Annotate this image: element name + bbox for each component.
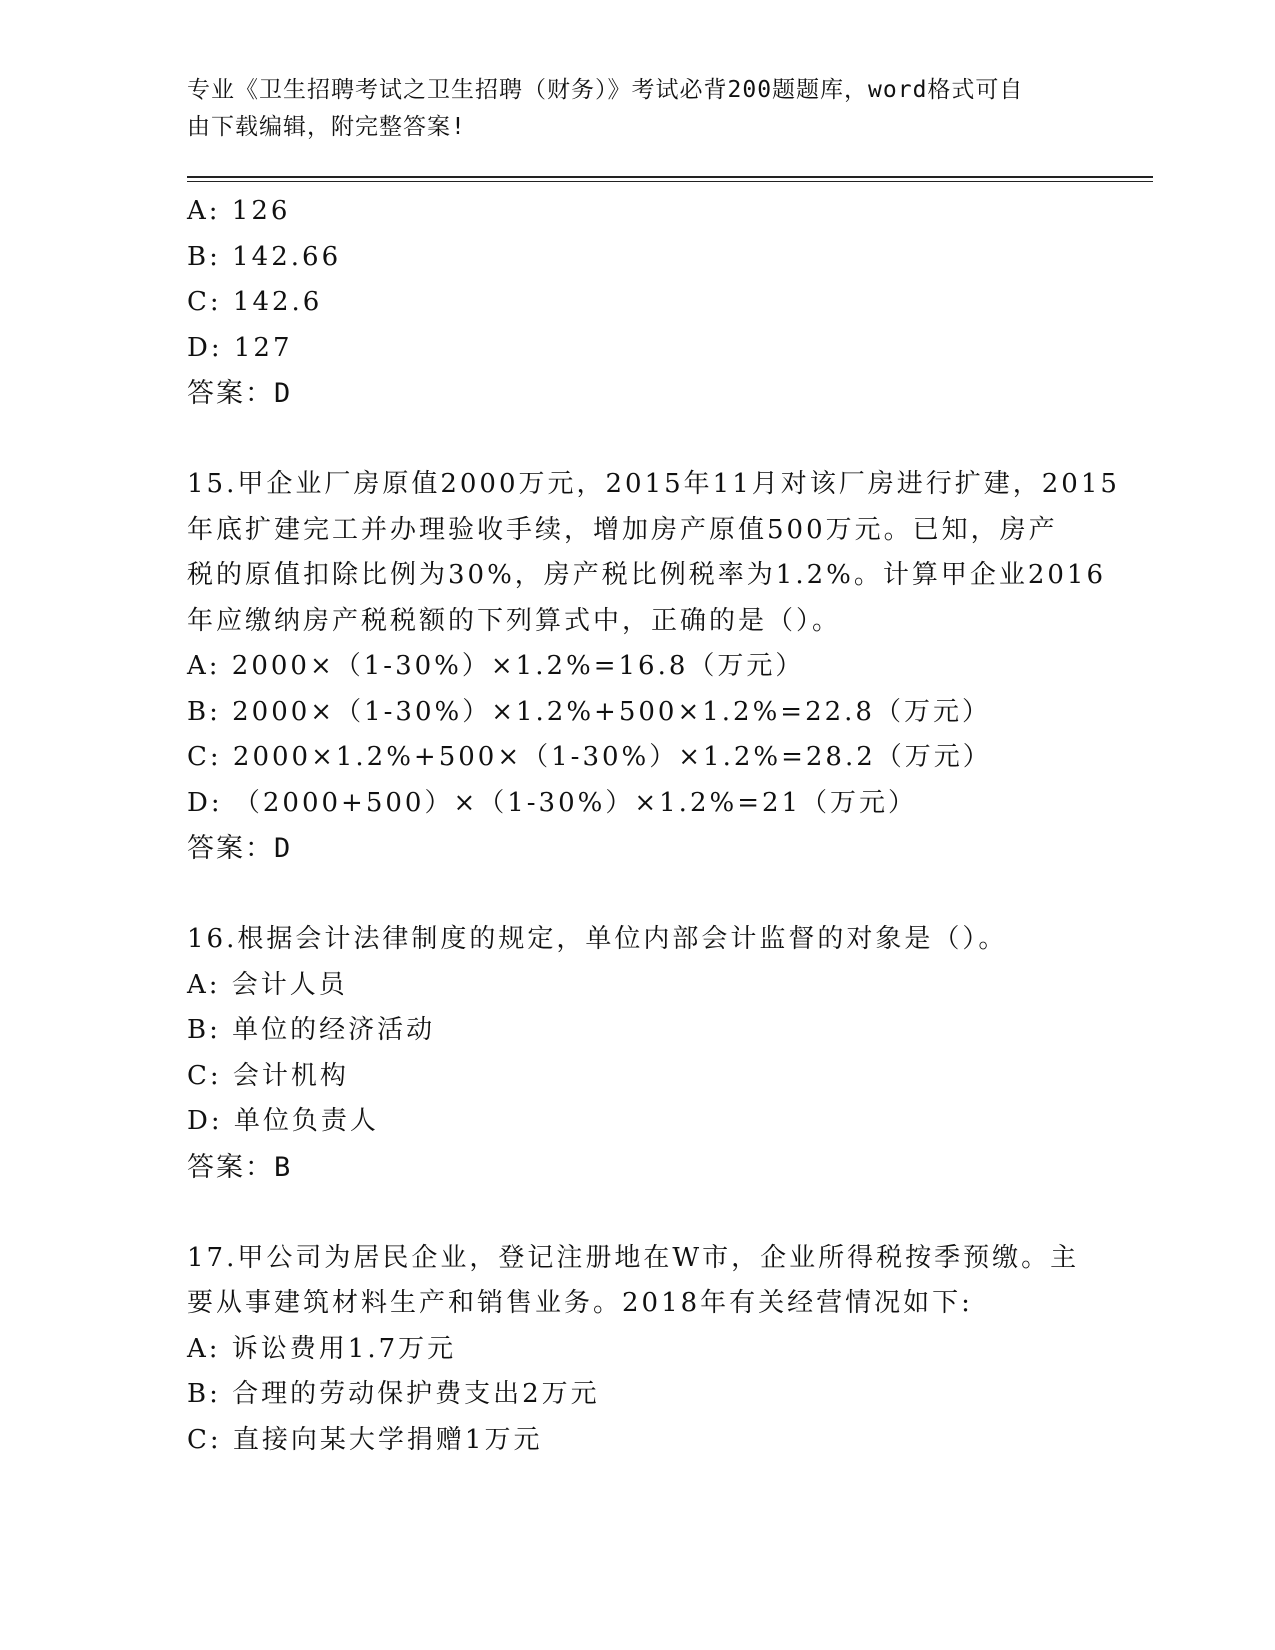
option-c: C: 142.6 [187,287,323,317]
answer-label: 答案：D [187,378,293,409]
question-14 [187,189,1087,417]
option-a: A: 诉讼费用1.7万元 [187,1333,457,1364]
question-spacer [187,872,1087,918]
question-stem-line: 年底扩建完工并办理验收手续，增加房产原值500万元。已知，房产 [187,514,1058,545]
option-c: C: 直接向某大学捐赠1万元 [187,1424,543,1455]
option-c: C: 会计机构 [187,1060,349,1091]
question-stem-line: 17.甲公司为居民企业，登记注册地在W市，企业所得税按季预缴。主 [187,1242,1080,1273]
question-spacer [187,1190,1087,1236]
option-b: B: 2000×（1-30%）×1.2%+500×1.2%=22.8（万元） [187,696,991,727]
question-stem-line: 15.甲企业厂房原值2000万元，2015年11月对该厂房进行扩建，2015 [187,469,1120,499]
question-stem-line: 税的原值扣除比例为30%，房产税比例税率为1.2%。计算甲企业2016 [187,560,1107,590]
header-line-1: 专业《卫生招聘考试之卫生招聘（财务）》考试必背200题题库，word格式可自 [187,77,1024,103]
header-rule-thin [187,181,1153,182]
option-b: B: 合理的劳动保护费支出2万元 [187,1379,600,1409]
option-d: D: 127 [187,332,293,363]
option-b: B: 单位的经济活动 [187,1015,436,1045]
option-a: A: 126 [187,196,291,226]
question-15 [187,462,1120,872]
question-16 [187,917,1087,1190]
option-a: A: 会计人员 [187,969,348,1000]
answer-label: 答案：B [187,1151,293,1183]
option-b: B: 142.66 [187,241,342,272]
question-stem-line: 要从事建筑材料生产和销售业务。2018年有关经营情况如下: [187,1288,973,1318]
question-stem-line: 年应缴纳房产税税额的下列算式中，正确的是（）。 [187,605,842,636]
header-line-2: 由下载编辑，附完整答案! [187,114,466,140]
page-header [187,72,1067,146]
option-c: C: 2000×1.2%+500×（1-30%）×1.2%=28.2（万元） [187,742,992,772]
question-content [187,189,1120,1463]
header-rule-thick [187,176,1153,178]
answer-label: 答案：D [187,833,293,864]
option-d: D: 单位负责人 [187,1106,379,1136]
option-a: A: 2000×（1-30%）×1.2%=16.8（万元） [187,651,805,681]
question-spacer [187,417,1087,463]
question-17 [187,1236,1087,1464]
question-stem-line: 16.根据会计法律制度的规定，单位内部会计监督的对象是（）。 [187,924,1008,954]
option-d: D: （2000+500）×（1-30%）×1.2%=21（万元） [187,787,918,818]
